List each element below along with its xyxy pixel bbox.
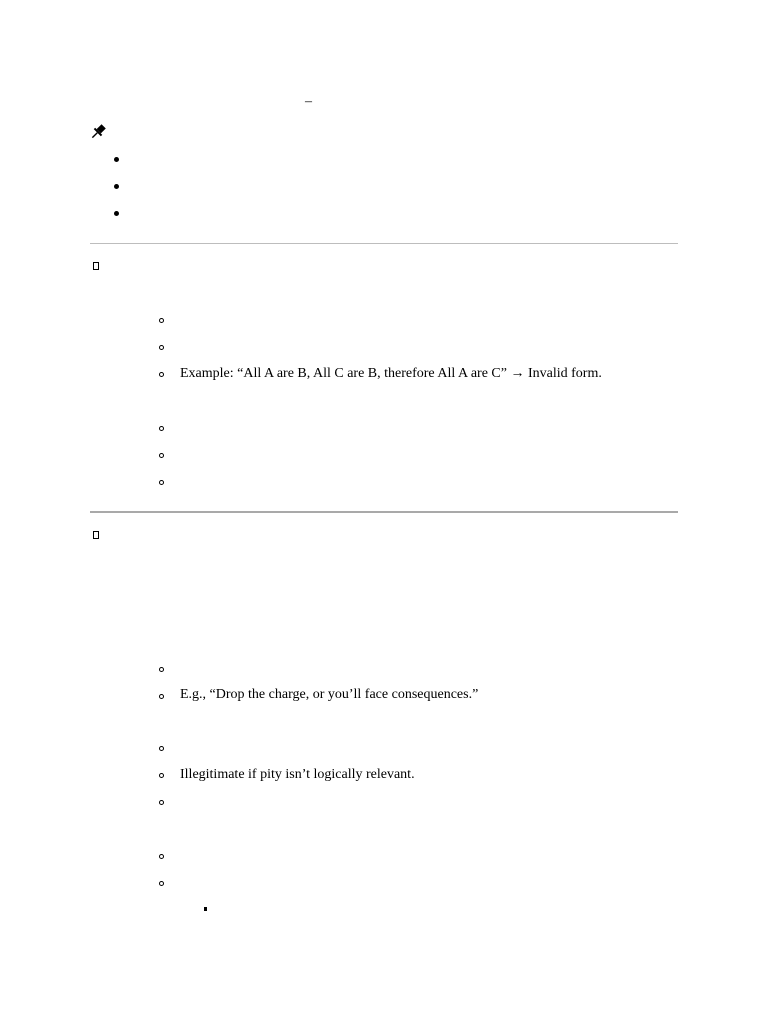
list-bullet-circle — [159, 372, 164, 377]
list-bullet-circle — [159, 694, 164, 699]
list-bullet-circle — [159, 426, 164, 431]
list-bullet-circle — [159, 881, 164, 886]
section-divider — [90, 511, 678, 513]
missing-glyph-icon — [93, 531, 99, 539]
list-bullet-circle — [159, 453, 164, 458]
list-bullet-circle — [159, 854, 164, 859]
list-bullet-circle — [159, 746, 164, 751]
list-bullet-circle — [159, 480, 164, 485]
list-bullet-circle — [159, 345, 164, 350]
pity-note-text: Illegitimate if pity isn’t logically relevant. — [180, 767, 415, 782]
header-dash: – — [305, 94, 312, 109]
list-bullet-disc — [114, 184, 119, 189]
example-text: Example: “All A are B, All C are B, therefore All A are C” → Invalid form. — [180, 366, 602, 381]
list-bullet-circle — [159, 800, 164, 805]
list-bullet-square — [204, 907, 207, 911]
threat-example-text: E.g., “Drop the charge, or you’ll face consequences.” — [180, 687, 479, 702]
list-bullet-circle — [159, 667, 164, 672]
list-bullet-disc — [114, 211, 119, 216]
pushpin-icon — [89, 123, 107, 141]
list-bullet-circle — [159, 318, 164, 323]
list-bullet-disc — [114, 157, 119, 162]
missing-glyph-icon — [93, 262, 99, 270]
section-divider — [90, 243, 678, 244]
list-bullet-circle — [159, 773, 164, 778]
